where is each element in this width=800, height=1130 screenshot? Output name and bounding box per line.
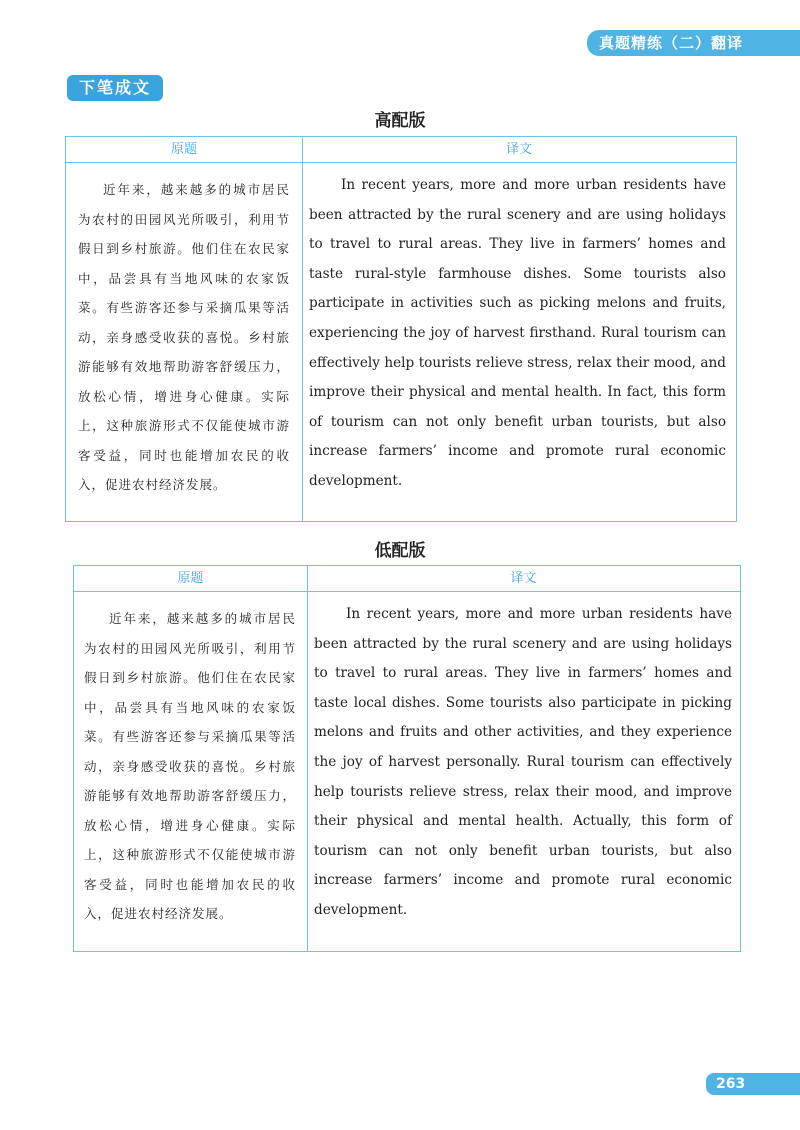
low-column-divider [307,566,308,951]
low-col-original-header: 原题 [74,566,307,592]
low-version-table [73,565,741,952]
high-column-divider [302,137,303,521]
low-col-translation-header: 译文 [307,566,740,592]
chapter-header-tab: 真题精练（二）翻译 [587,30,800,56]
low-original-text: 近年来，越来越多的城市居民为农村的田园风光所吸引，利用节假日到乡村旅游。他们住在农民家中，品尝具有当地风味的农家饭菜。有些游客还参与采摘瓜果等活动，亲身感受收获的喜悦。乡村旅游能够有效地帮助游客舒缓压力，放松心情，增进身心健康。实际上，这种旅游形式不仅能使城市游客受益，同时也能增加农民的收入，促进农村经济发展。 [84,611,296,921]
low-translation-text: In recent years, more and more urban residents have been attracted by the rural scenery and are using holidays to travel to rural areas. They live in farmers’ homes and taste local dishes. Some tourists also participate in picking melons and fruits and other activities, and they experience the joy of harvest personally. Rural tourism can effectively help tourists relieve stress, relax their mood, and improve their physical and mental health. Actually, this form of tourism can not only benefit urban tourists, but also increase farmers’ income and promote rural economic development. [314,606,732,918]
high-translation-text: In recent years, more and more urban residents have been attracted by the rural scenery and are using holidays to travel to rural areas. They live in farmers’ homes and taste rural-style farmhouse dishes. Some tourists also participate in activities such as picking melons and fruits, experiencing the joy of harvest firsthand. Rural tourism can effectively help tourists relieve stress, relax their mood, and improve their physical and mental health. In fact, this form of tourism can not only benefit urban tourists, but also increase farmers’ income and promote rural economic development. [309,177,726,489]
high-version-title: 高配版 [374,111,426,131]
section-badge: 下笔成文 [67,75,163,101]
high-original-text: 近年来，越来越多的城市居民为农村的田园风光所吸引，利用节假日到乡村旅游。他们住在农民家中，品尝具有当地风味的农家饭菜。有些游客还参与采摘瓜果等活动，亲身感受收获的喜悦。乡村旅游能够有效地帮助游客舒缓压力，放松心情，增进身心健康。实际上，这种旅游形式不仅能使城市游客受益，同时也能增加农民的收入，促进农村经济发展。 [78,182,290,492]
high-version-table [65,136,737,522]
high-col-translation-header: 译文 [302,137,736,163]
page-number: 263 [706,1073,800,1095]
low-version-title: 低配版 [374,541,426,561]
high-col-original-header: 原题 [66,137,302,163]
